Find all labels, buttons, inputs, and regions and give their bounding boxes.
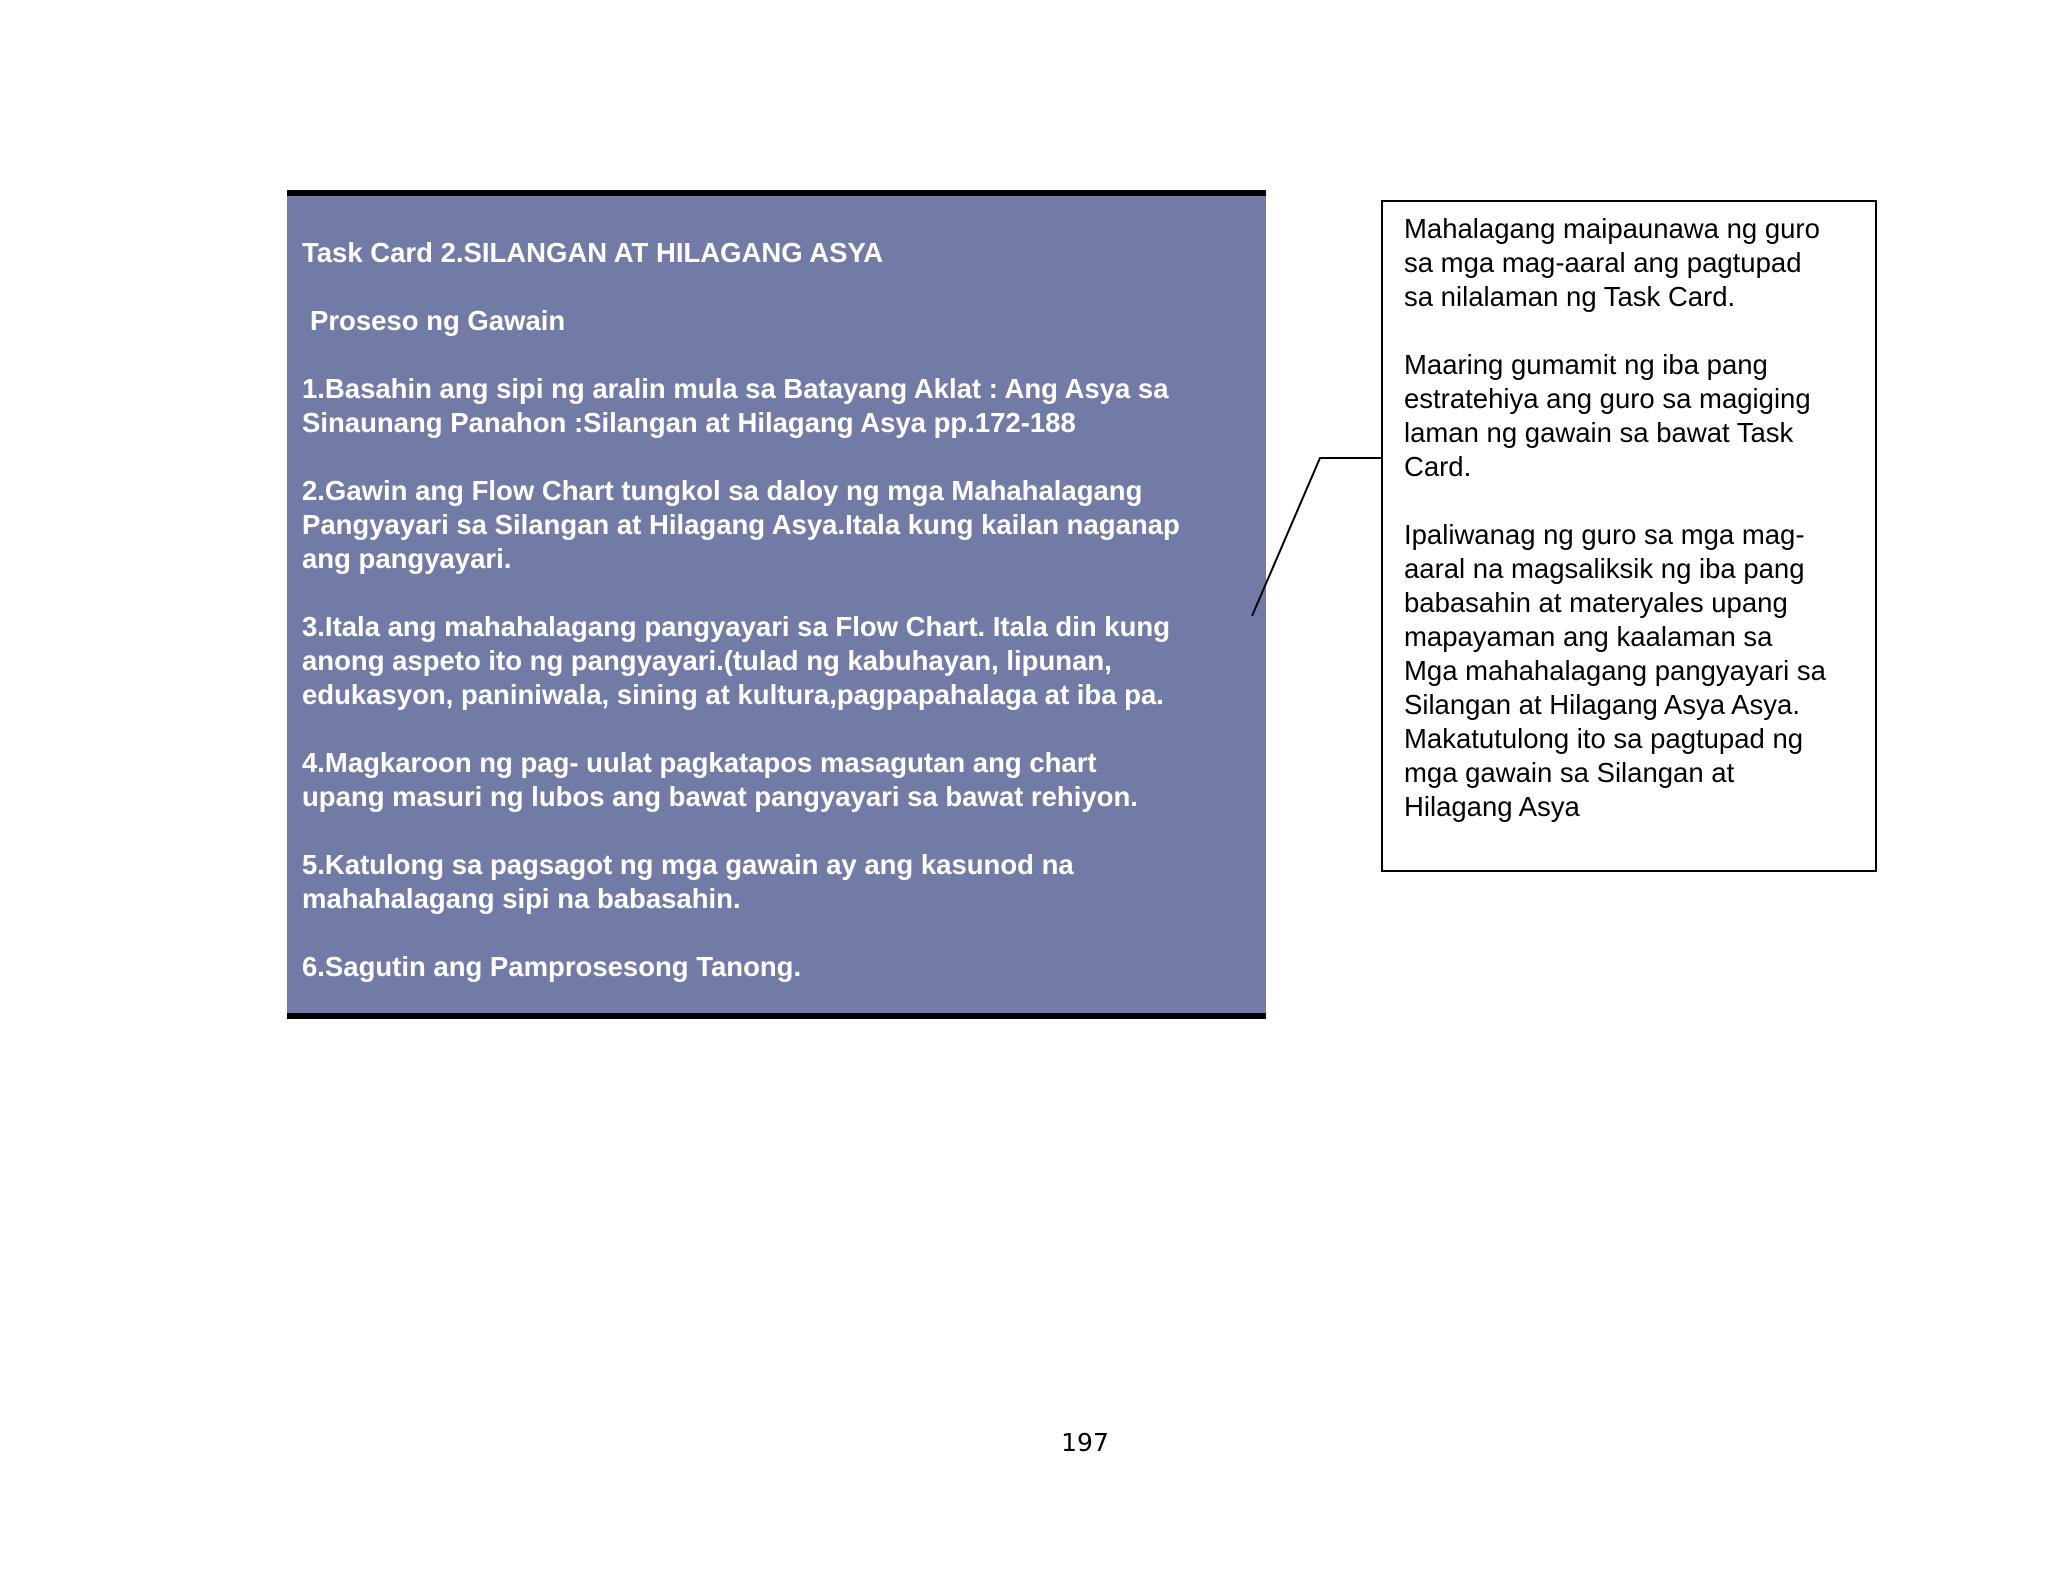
teacher-note-paragraph-3: Ipaliwanag ng guro sa mga mag- aaral na magsaliksik ng iba pang babasahin at materyales upang mapayaman ang kaalaman sa Mga mahahalagang pangyayari sa Silangan at Hilagang Asya Asya. Makatutulong ito sa pagtupad ng mga gawain sa Silangan at Hilagang Asya — [1404, 519, 1826, 822]
task-card-subtitle: Proseso ng Gawain — [310, 305, 566, 336]
task-step-3: 3.Itala ang mahahalagang pangyayari sa Flow Chart. Itala din kung anong aspeto ito ng pangyayari.(tulad ng kabuhayan, lipunan, edukasyon, paniniwala, sining at kultura,pagpapahalaga at iba pa. — [302, 611, 1170, 710]
page-number: 197 — [1061, 1428, 1109, 1457]
teacher-note-box — [1381, 200, 1877, 872]
task-step-6: 6.Sagutin ang Pamprosesong Tanong. — [302, 951, 802, 982]
teacher-note-paragraph-2: Maaring gumamit ng iba pang estratehiya ang guro sa magiging laman ng gawain sa bawat Task Card. — [1404, 349, 1811, 482]
task-step-5: 5.Katulong sa pagsagot ng mga gawain ay ang kasunod na mahahalagang sipi na babasahin. — [302, 849, 1074, 914]
task-card — [287, 190, 1266, 1019]
task-step-2: 2.Gawin ang Flow Chart tungkol sa daloy ng mga Mahahalagang Pangyayari sa Silangan at Hilagang Asya.Itala kung kailan naganap ang pangyayari. — [302, 475, 1180, 574]
teacher-note-paragraph-1: Mahalagang maipaunawa ng guro sa mga mag-aaral ang pagtupad sa nilalaman ng Task Card. — [1404, 213, 1820, 312]
task-step-4: 4.Magkaroon ng pag- uulat pagkatapos masagutan ang chart upang masuri ng lubos ang bawat pangyayari sa bawat rehiyon. — [302, 747, 1138, 812]
task-card-title: Task Card 2.SILANGAN AT HILAGANG ASYA — [302, 237, 884, 268]
task-step-1: 1.Basahin ang sipi ng aralin mula sa Batayang Aklat : Ang Asya sa Sinaunang Panahon :Silangan at Hilagang Asya pp.172-188 — [302, 373, 1169, 438]
